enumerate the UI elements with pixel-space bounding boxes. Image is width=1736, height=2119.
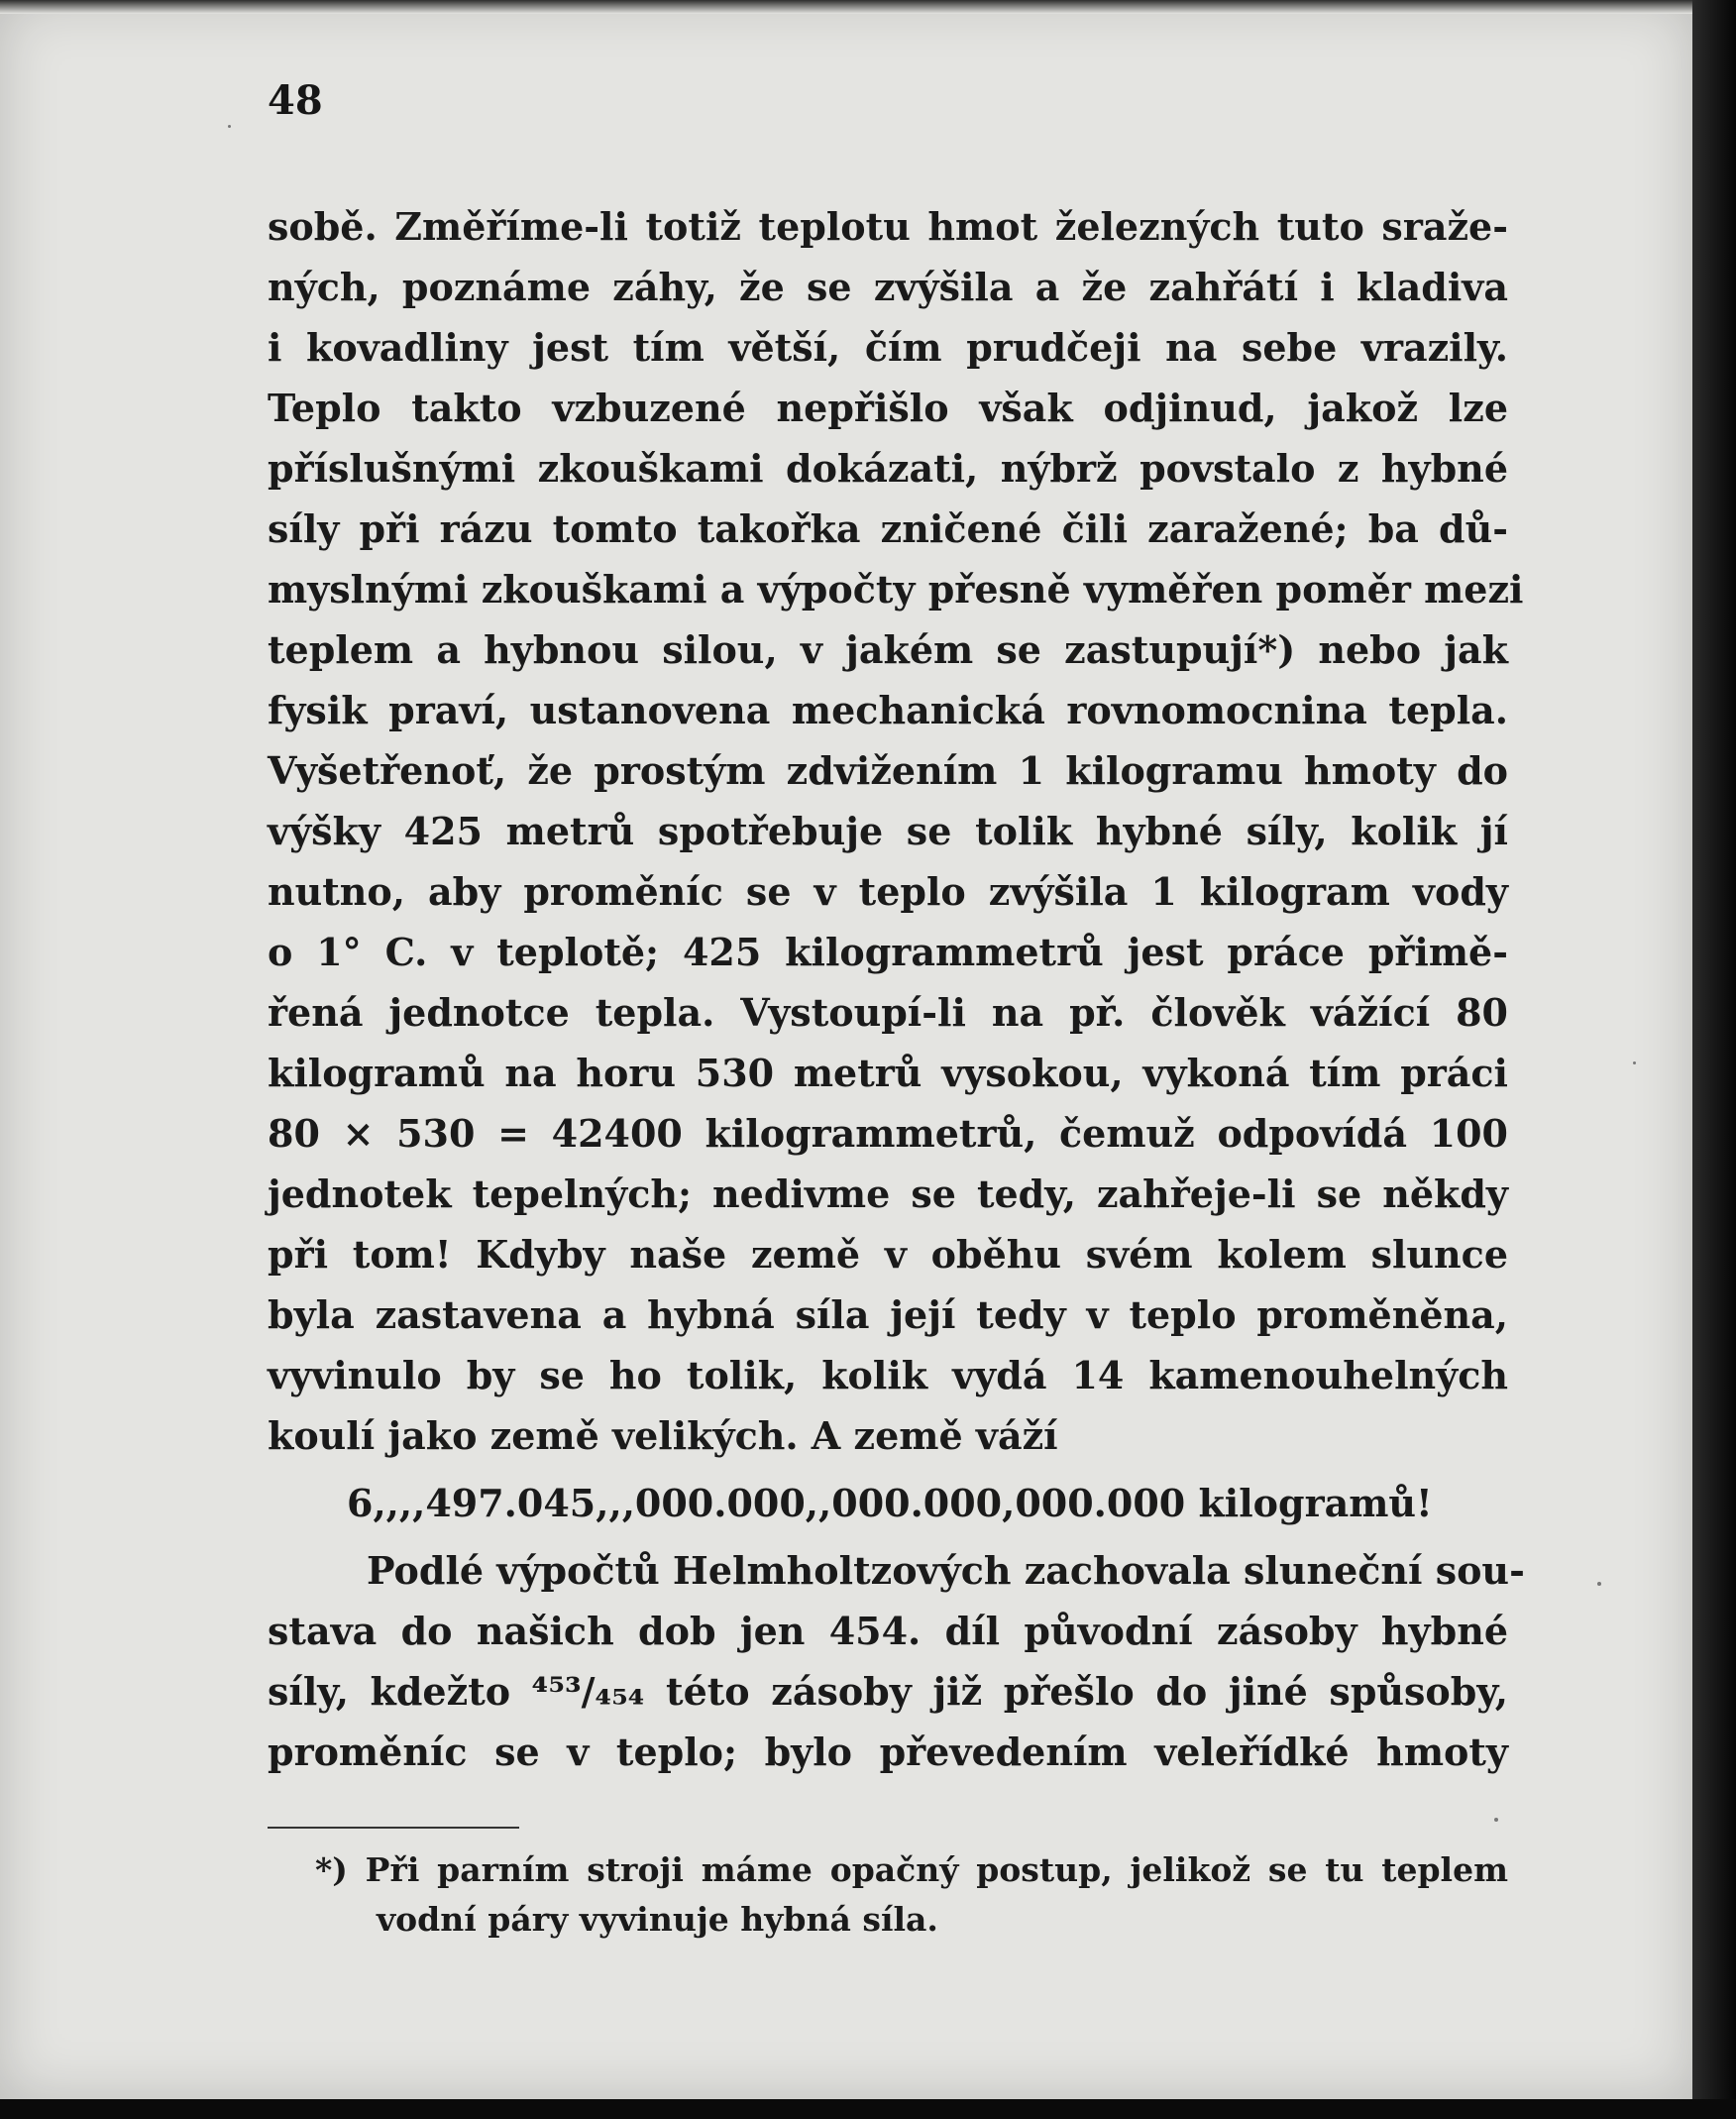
scan-speck: [228, 125, 231, 128]
scan-speck: [1597, 1582, 1601, 1586]
scan-border-right: [1692, 0, 1736, 2119]
text-line: o 1° C. v teplotě; 425 kilogrammetrů jest práce přimě-: [268, 930, 1508, 974]
text-line: stava do našich dob jen 454. díl původní zásoby hybné: [268, 1609, 1508, 1653]
text-line: jednotek tepelných; nedivme se tedy, zahřeje-li se někdy: [268, 1171, 1508, 1216]
text-line: myslnými zkouškami a výpočty přesně vyměřen poměr mezi: [268, 567, 1524, 612]
text-line: síly při rázu tomto takořka zničené čili zaražené; ba dů-: [268, 506, 1508, 551]
footnote-line: vodní páry vyvinuje hybná síla.: [377, 1900, 938, 1939]
footnote-divider: [268, 1827, 519, 1829]
earth-mass-formula: 6,,,,497.045,,,000.000,,000.000,000.000 kilogramů!: [347, 1481, 1433, 1525]
body-text: [268, 196, 1525, 1782]
text-line: Teplo takto vzbuzené nepřišlo však odjinud, jakož lze: [268, 386, 1508, 430]
text-line: koulí jako země velikých. A země váží: [268, 1413, 1058, 1458]
footnote: [315, 1845, 1508, 1945]
text-line: Vyšetřenoť, že prostým zdvižením 1 kilogramu hmoty do: [268, 748, 1508, 793]
text-line: byla zastavena a hybná síla její tedy v teplo proměněna,: [268, 1292, 1508, 1337]
text-line: 80 × 530 = 42400 kilogrammetrů, čemuž odpovídá 100: [268, 1111, 1508, 1156]
text-line: nutno, aby proměníc se v teplo zvýšila 1 kilogram vody: [268, 869, 1508, 914]
text-line: příslušnými zkouškami dokázati, nýbrž povstalo z hybné: [268, 446, 1508, 491]
page-number: 48: [268, 77, 323, 124]
text-line: síly, kdežto ⁴⁵³/₄₅₄ této zásoby již přešlo do jiné spůsoby,: [268, 1669, 1508, 1714]
text-line: Podlé výpočtů Helmholtzových zachovala sluneční sou-: [367, 1548, 1525, 1593]
footnote-line: *) Při parním stroji máme opačný postup, jelikož se tu teplem: [315, 1850, 1508, 1889]
text-line: proměníc se v teplo; bylo převedením veleřídké hmoty: [268, 1729, 1508, 1774]
text-line: fysik praví, ustanovena mechanická rovnomocnina tepla.: [268, 688, 1508, 732]
text-line: sobě. Změříme-li totiž teplotu hmot železných tuto sraže-: [268, 204, 1508, 249]
text-line: řená jednotce tepla. Vystoupí-li na př. člověk vážící 80: [268, 990, 1508, 1035]
text-line: vyvinulo by se ho tolik, kolik vydá 14 kamenouhelných: [268, 1353, 1508, 1397]
text-line: ných, poznáme záhy, že se zvýšila a že zahřátí i kladiva: [268, 265, 1508, 309]
text-line: výšky 425 metrů spotřebuje se tolik hybné síly, kolik jí: [268, 809, 1508, 853]
text-line: i kovadliny jest tím větší, čím prudčeji na sebe vrazily.: [268, 325, 1508, 370]
scan-speck: [1494, 1818, 1498, 1822]
text-line: teplem a hybnou silou, v jakém se zastupují*) nebo jak: [268, 627, 1508, 672]
page-top-shadow: [0, 0, 1692, 14]
scan-border-bottom: [0, 2099, 1736, 2119]
text-line: kilogramů na horu 530 metrů vysokou, vykoná tím práci: [268, 1051, 1508, 1095]
text-line: při tom! Kdyby naše země v oběhu svém kolem slunce: [268, 1232, 1508, 1277]
scan-speck: [1633, 1061, 1636, 1064]
